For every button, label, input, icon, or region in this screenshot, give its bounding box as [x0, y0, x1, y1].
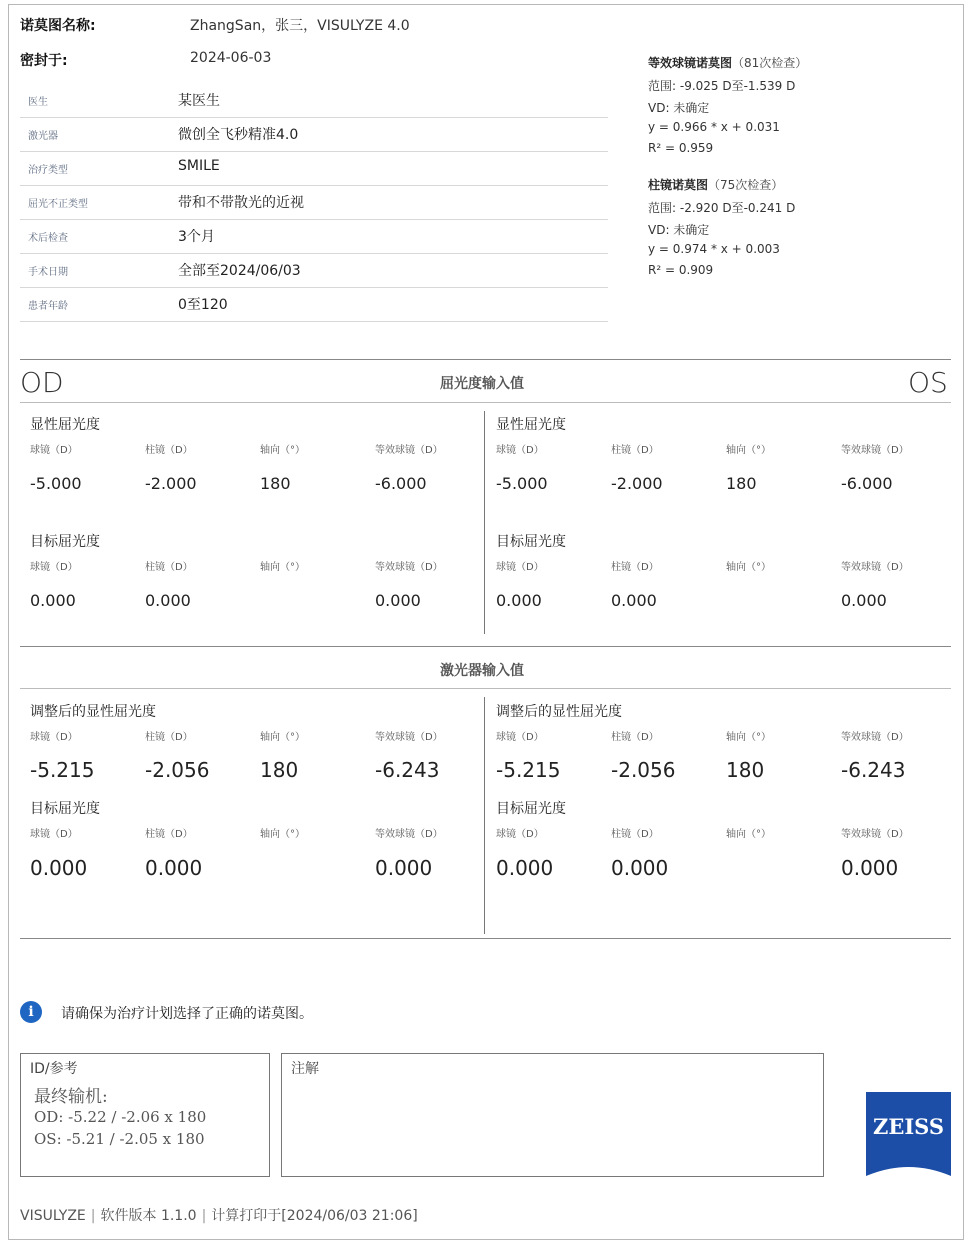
os-laser-target-sph: 0.000: [496, 856, 554, 880]
os-manifest-sph: -5.000: [496, 474, 548, 493]
info-icon: i: [20, 1001, 42, 1023]
os-manifest-title: 显性屈光度: [496, 417, 566, 433]
sealed-value: 2024-06-03: [190, 50, 272, 66]
col-header-sph: 球镜（D）: [496, 732, 544, 743]
cyl-nomogram-title: 柱镜诺莫图（75次检查）: [648, 178, 784, 192]
col-header-cyl: 柱镜（D）: [611, 829, 659, 840]
id-reference-box: [20, 1053, 270, 1177]
info-row-surgery-date: [20, 253, 608, 288]
divider: [20, 646, 951, 647]
divider: [20, 938, 951, 939]
col-header-sph: 球镜（D）: [496, 562, 544, 573]
col-header-axis: 轴向（°）: [260, 445, 305, 456]
od-adjusted-cyl: -2.056: [145, 758, 210, 782]
sealed-label: 密封于:: [20, 53, 68, 69]
footer-version: 软件版本 1.1.0: [100, 1208, 197, 1224]
se-range: 范围: -9.025 D至-1.539 D: [648, 79, 796, 93]
info-row-patient-age: [20, 287, 608, 322]
notes-label: 注解: [291, 1061, 319, 1077]
info-label: 治疗类型: [28, 165, 68, 176]
col-header-cyl: 柱镜（D）: [145, 562, 193, 573]
final-output-label: 最终输机:: [34, 1087, 108, 1107]
nomogram-name-label: 诺莫图名称:: [20, 18, 96, 34]
info-label: 术后检查: [28, 233, 68, 244]
od-manifest-cyl: -2.000: [145, 474, 197, 493]
os-adjusted-se: -6.243: [841, 758, 906, 782]
col-header-sph: 球镜（D）: [496, 829, 544, 840]
eye-divider: [484, 411, 485, 634]
od-manifest-sph: -5.000: [30, 474, 82, 493]
od-target-sph: 0.000: [30, 591, 76, 610]
os-adjusted-title: 调整后的显性屈光度: [496, 704, 622, 720]
notes-box: [281, 1053, 824, 1177]
zeiss-logo: [866, 1092, 951, 1176]
info-value: 3个月: [178, 229, 215, 245]
eye-divider: [484, 697, 485, 934]
os-laser-target-se: 0.000: [841, 856, 899, 880]
info-row-laser: [20, 117, 608, 152]
od-adjusted-se: -6.243: [375, 758, 440, 782]
col-header-se: 等效球镜（D）: [375, 562, 443, 573]
info-row-treatment-type: [20, 151, 608, 186]
cyl-r2: R² = 0.909: [648, 263, 714, 277]
od-manifest-axis: 180: [260, 474, 291, 493]
os-target-sph: 0.000: [496, 591, 542, 610]
zeiss-logo-text: ZEISS: [872, 1114, 945, 1139]
os-laser-target-cyl: 0.000: [611, 856, 669, 880]
os-manifest-axis: 180: [726, 474, 757, 493]
od-adjusted-sph: -5.215: [30, 758, 95, 782]
os-laser-target-title: 目标屈光度: [496, 801, 566, 817]
col-header-axis: 轴向（°）: [260, 732, 305, 743]
col-header-se: 等效球镜（D）: [841, 562, 909, 573]
info-label: 激光器: [28, 131, 58, 142]
info-value: 微创全飞秒精准4.0: [178, 127, 299, 143]
os-adjusted-axis: 180: [726, 758, 765, 782]
info-value: SMILE: [178, 158, 220, 174]
footer-printed: 计算打印于[2024/06/03 21:06]: [211, 1208, 418, 1224]
os-target-cyl: 0.000: [611, 591, 657, 610]
col-header-cyl: 柱镜（D）: [145, 732, 193, 743]
nomogram-notice: 请确保为治疗计划选择了正确的诺莫图。: [61, 1006, 313, 1022]
col-header-se: 等效球镜（D）: [841, 445, 909, 456]
col-header-cyl: 柱镜（D）: [145, 829, 193, 840]
divider: [20, 688, 951, 689]
id-reference-label: ID/参考: [30, 1061, 78, 1077]
se-nomogram-title: 等效球镜诺莫图（81次检查）: [648, 56, 808, 70]
laser-input-title: 激光器输入值: [440, 663, 524, 679]
cyl-formula: y = 0.974 * x + 0.003: [648, 242, 780, 256]
col-header-cyl: 柱镜（D）: [145, 445, 193, 456]
col-header-axis: 轴向（°）: [726, 445, 771, 456]
info-label: 屈光不正类型: [28, 199, 88, 210]
info-row-doctor: [20, 83, 608, 118]
os-adjusted-cyl: -2.056: [611, 758, 676, 782]
col-header-se: 等效球镜（D）: [841, 829, 909, 840]
od-target-cyl: 0.000: [145, 591, 191, 610]
col-header-sph: 球镜（D）: [30, 562, 78, 573]
col-header-sph: 球镜（D）: [30, 732, 78, 743]
col-header-sph: 球镜（D）: [30, 445, 78, 456]
info-row-refraction-type: [20, 185, 608, 220]
od-laser-target-title: 目标屈光度: [30, 801, 100, 817]
cyl-vd: VD: 未确定: [648, 223, 710, 237]
col-header-se: 等效球镜（D）: [375, 829, 443, 840]
od-adjusted-axis: 180: [260, 758, 299, 782]
od-target-title: 目标屈光度: [30, 534, 100, 550]
od-label: OD: [20, 366, 64, 399]
info-label: 手术日期: [28, 267, 68, 278]
col-header-sph: 球镜（D）: [496, 445, 544, 456]
od-adjusted-title: 调整后的显性屈光度: [30, 704, 156, 720]
os-target-title: 目标屈光度: [496, 534, 566, 550]
os-manifest-se: -6.000: [841, 474, 893, 493]
od-manifest-title: 显性屈光度: [30, 417, 100, 433]
cyl-count: （75次检查）: [708, 178, 784, 192]
footer: VISULYZE | 软件版本 1.1.0 | 计算打印于[2024/06/03 21:06]: [20, 1208, 418, 1224]
info-value: 0至120: [178, 297, 228, 313]
info-value: 全部至2024/06/03: [178, 263, 301, 279]
od-laser-target-sph: 0.000: [30, 856, 88, 880]
col-header-se: 等效球镜（D）: [375, 732, 443, 743]
divider: [20, 359, 951, 360]
divider: [20, 402, 951, 403]
info-row-followup: [20, 219, 608, 254]
col-header-axis: 轴向（°）: [726, 829, 771, 840]
col-header-se: 等效球镜（D）: [375, 445, 443, 456]
os-target-se: 0.000: [841, 591, 887, 610]
final-output-os: OS: -5.21 / -2.05 x 180: [34, 1130, 205, 1148]
od-laser-target-cyl: 0.000: [145, 856, 203, 880]
refraction-input-title: 屈光度输入值: [440, 376, 524, 392]
od-laser-target-se: 0.000: [375, 856, 433, 880]
info-label: 患者年龄: [28, 301, 68, 312]
col-header-cyl: 柱镜（D）: [611, 732, 659, 743]
od-manifest-se: -6.000: [375, 474, 427, 493]
se-count: （81次检查）: [732, 56, 808, 70]
os-adjusted-sph: -5.215: [496, 758, 561, 782]
info-label: 医生: [28, 97, 48, 108]
col-header-cyl: 柱镜（D）: [611, 445, 659, 456]
col-header-axis: 轴向（°）: [260, 562, 305, 573]
cyl-range: 范围: -2.920 D至-0.241 D: [648, 201, 796, 215]
os-manifest-cyl: -2.000: [611, 474, 663, 493]
info-value: 某医生: [178, 93, 220, 109]
nomogram-name-value: ZhangSan，张三，VISULYZE 4.0: [190, 18, 410, 34]
od-target-se: 0.000: [375, 591, 421, 610]
se-formula: y = 0.966 * x + 0.031: [648, 120, 780, 134]
col-header-se: 等效球镜（D）: [841, 732, 909, 743]
info-value: 带和不带散光的近视: [178, 195, 304, 211]
final-output-od: OD: -5.22 / -2.06 x 180: [34, 1108, 207, 1126]
col-header-axis: 轴向（°）: [726, 732, 771, 743]
se-r2: R² = 0.959: [648, 141, 714, 155]
footer-app: VISULYZE: [20, 1208, 86, 1224]
col-header-cyl: 柱镜（D）: [611, 562, 659, 573]
col-header-axis: 轴向（°）: [726, 562, 771, 573]
col-header-axis: 轴向（°）: [260, 829, 305, 840]
col-header-sph: 球镜（D）: [30, 829, 78, 840]
se-vd: VD: 未确定: [648, 101, 710, 115]
os-label: OS: [908, 366, 948, 399]
